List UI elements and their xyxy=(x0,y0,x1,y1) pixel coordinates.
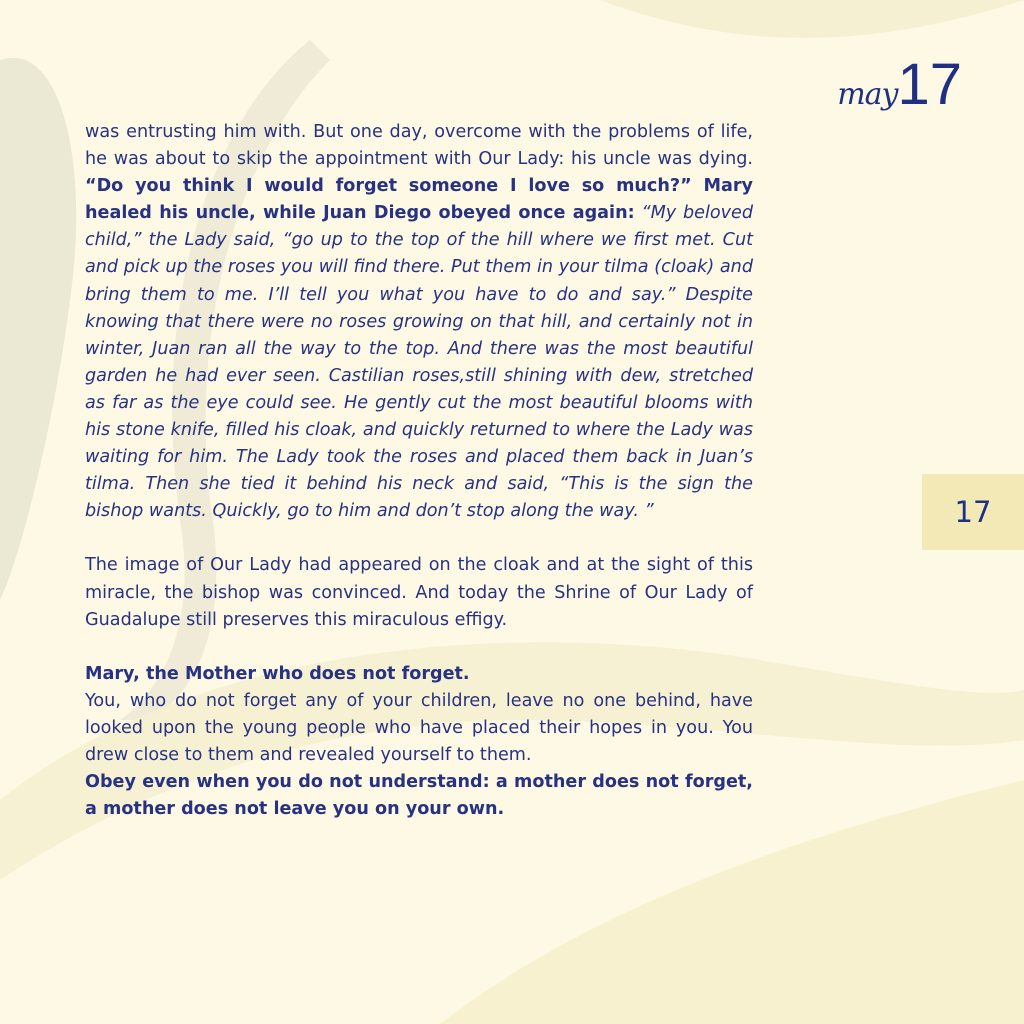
page-date xyxy=(837,52,962,117)
reflection-closing: Obey even when you do not understand: a mother does not forget, a mother does not leave you on your own. xyxy=(85,772,753,820)
date-day: 17 xyxy=(897,52,962,117)
date-month: may xyxy=(837,77,898,112)
story-intro: was entrusting him with. But one day, overcome with the problems of life, he was about to skip the appointment with Our Lady: his uncle was dying. xyxy=(85,122,753,170)
reflection-heading: Mary, the Mother who does not forget. xyxy=(85,663,470,684)
page-number-tab xyxy=(922,474,1024,550)
paragraph-spacer xyxy=(85,525,753,552)
story-quote-bold: “Do you think I would forget someone I love so much?” Mary healed his uncle, while Juan Diego obeyed once again: xyxy=(85,176,753,224)
reading-text xyxy=(85,119,753,823)
paragraph-story xyxy=(85,119,753,525)
paragraph-spacer xyxy=(85,634,753,661)
paragraph-miracle: The image of Our Lady had appeared on the cloak and at the sight of this miracle, the bishop was convinced. And today the Shrine of Our Lady of Guadalupe still preserves this miraculous effigy. xyxy=(85,555,753,630)
paragraph-reflection xyxy=(85,661,753,824)
reflection-text: You, who do not forget any of your children, leave no one behind, have looked upon the young people who have placed their hopes in you. You drew close to them and revealed yourself to them. xyxy=(85,690,753,765)
story-italic: “My beloved child,” the Lady said, “go up to the top of the hill where we first met. Cut and pick up the roses you will find there. Put them in your tilma (cloak) and bring them to me. I’ll tell you what you have to do and say.” Despite knowing that there were no roses growing on that hill, and certainly not in winter, Juan ran all the way to the top. And there was the most beautiful garden he had ever seen. Castilian roses,still shining with dew, stretched as far as the eye could see. He gently cut the most beautiful blooms with his stone knife, filled his cloak, and quickly returned to where the Lady was waiting for him. The Lady took the roses and placed them back in Juan’s tilma. Then she tied it behind his neck and said, “This is the sign the bishop wants. Quickly, go to him and don’t stop along the way. ” xyxy=(85,203,754,522)
page-number: 17 xyxy=(954,495,992,529)
